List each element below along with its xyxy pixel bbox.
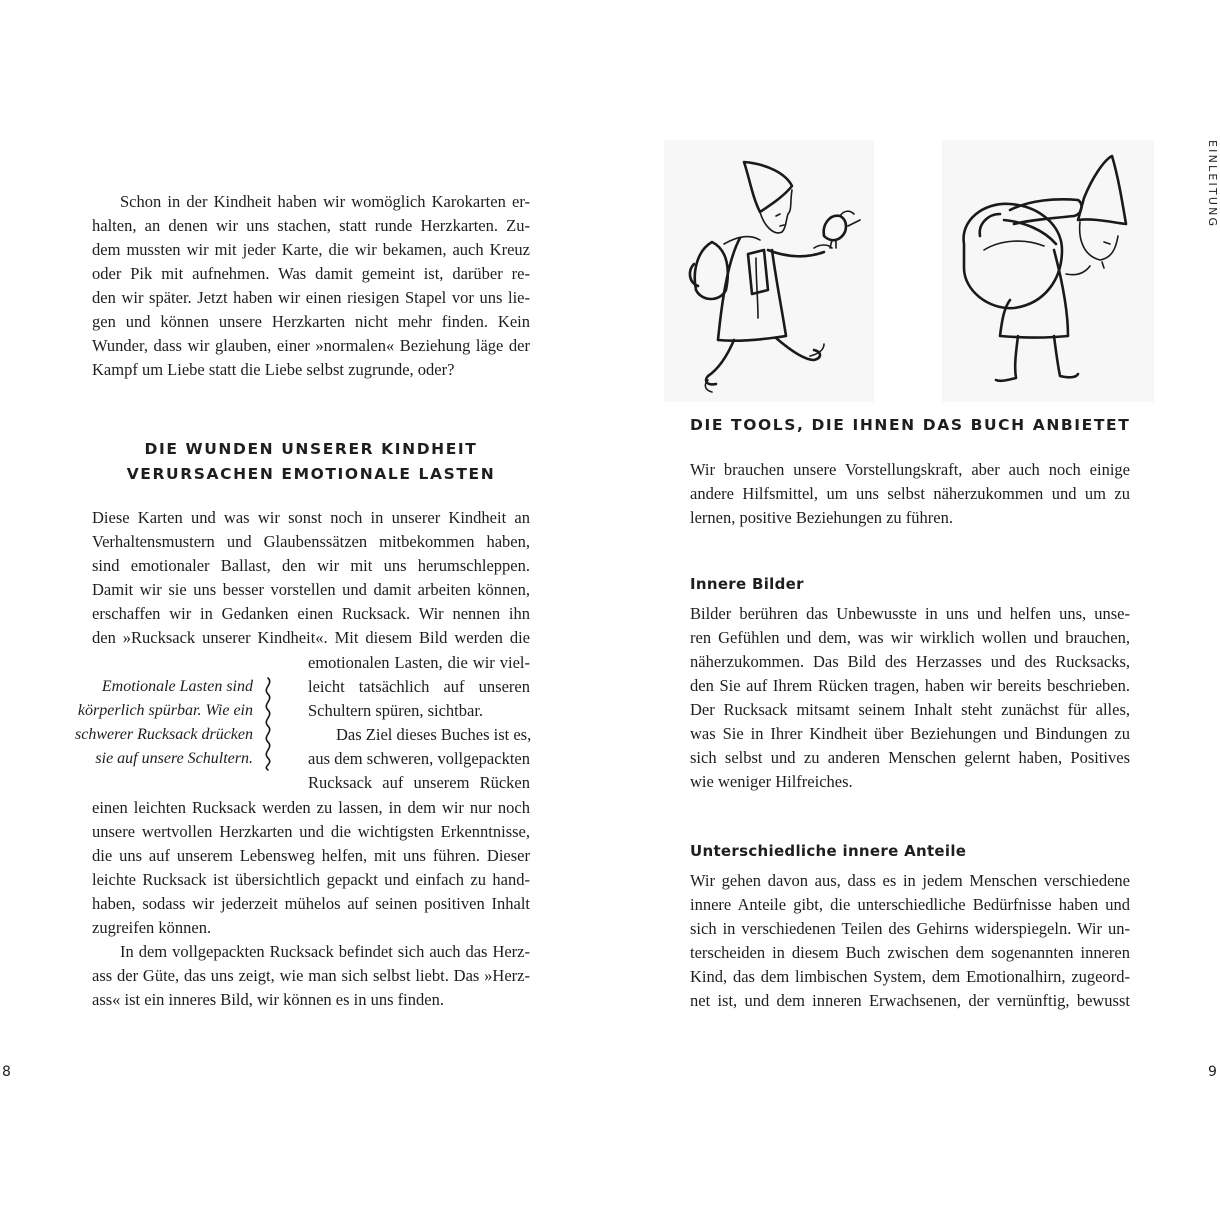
illustration-children-backpacks <box>664 140 1154 402</box>
pull-quote-wavy-rule <box>260 676 276 772</box>
text-line: emotionalen Lasten, die wir viel- <box>308 653 530 672</box>
text-line: andere Hilfsmittel, um uns selbst näherzukommen und um zu <box>690 484 1130 503</box>
text-line: Schultern spüren, sichtbar. <box>308 701 484 720</box>
right-intro-paragraph <box>690 458 1130 530</box>
text-line: Wir gehen davon aus, dass es in jedem Menschen verschiedene <box>690 871 1130 890</box>
text-line: Wunder, dass wir glauben, einer »normalen« Beziehung läge der <box>92 336 530 355</box>
text-line: den Sie auf Ihrem Rücken tragen, haben wir bereits beschrieben. <box>690 676 1130 695</box>
text-line: net ist, und dem inneren Erwachsenen, der vernünftig, bewusst <box>690 991 1130 1010</box>
text-line: Das Ziel dieses Buches ist es, <box>336 725 532 744</box>
text-line: näherzukommen. Das Bild des Herzasses und des Rucksacks, <box>690 652 1130 671</box>
left-final-paragraph <box>92 940 530 1012</box>
text-line: Kind, das dem limbischen System, dem Emotionalhirn, zugeord- <box>690 967 1130 986</box>
text-line: einen leichten Rucksack werden zu lassen, in dem wir nur noch <box>92 798 530 817</box>
text-line: oder Pik mit aufnehmen. Was damit gemeint ist, darüber re- <box>92 264 530 283</box>
text-line: unsere wertvollen Herzkarten und die wichtigsten Erkenntnisse, <box>92 822 530 841</box>
section-innere-bilder-text <box>690 602 1130 794</box>
text-line: dem mussten wir mit jeder Karte, die wir bekamen, auch Kreuz <box>92 240 530 259</box>
heading-line: DIE WUNDEN UNSERER KINDHEIT <box>144 440 478 458</box>
text-line: Der Rucksack mitsamt seinem Inhalt steht zunächst für alles, <box>690 700 1130 719</box>
text-line: was Sie in Ihrer Kindheit über Beziehungen und Bindungen zu <box>690 724 1130 743</box>
quote-line: Emotionale Lasten sind <box>101 678 253 695</box>
right-section-heading: DIE TOOLS, DIE IHNEN DAS BUCH ANBIETET <box>690 416 1131 434</box>
text-line: leicht tatsächlich auf unseren <box>308 677 530 696</box>
text-line: ass der Güte, das uns zeigt, wie man sich selbst liebt. Das »Herz- <box>92 966 530 985</box>
text-line: wie weniger Hilfreiches. <box>690 772 853 791</box>
text-line: aus dem schweren, vollgepackten <box>308 749 530 768</box>
text-line: lernen, positive Beziehungen zu führen. <box>690 508 953 527</box>
text-line: In dem vollgepackten Rucksack befindet sich auch das Herz- <box>120 942 530 961</box>
text-line: Schon in der Kindheit haben wir womöglich Karokarten er- <box>120 192 530 211</box>
page-number-right: 9 <box>1208 1064 1217 1080</box>
text-line: ren Gefühlen und dem, was wir wirklich wollen und brauchen, <box>690 628 1130 647</box>
text-line: die uns auf unserem Lebensweg helfen, mit uns führen. Dieser <box>92 846 530 865</box>
text-line: Damit wir sie uns besser vorstellen und damit arbeiten können, <box>92 580 530 599</box>
heading-line: VERURSACHEN EMOTIONALE LASTEN <box>126 465 496 483</box>
text-line: Wir brauchen unsere Vorstellungskraft, aber auch noch einige <box>690 460 1130 479</box>
section-innere-anteile-text <box>690 869 1130 1013</box>
text-line: sich in verschiedenen Teilen des Gehirns widerspiegeln. Wir un- <box>690 919 1130 938</box>
text-line: ass« ist ein inneres Bild, wir können es in uns finden. <box>92 990 444 1009</box>
left-narrow-column <box>308 651 530 795</box>
text-line: leichte Rucksack ist übersichtlich gepackt und einfach zu hand- <box>92 870 530 889</box>
left-section-heading <box>92 437 530 487</box>
text-line: Rucksack auf unserem Rücken <box>308 773 530 792</box>
text-line: innere Anteile gibt, die unterschiedliche Bedürfnisse haben und <box>690 895 1130 914</box>
text-line: sind emotionaler Ballast, den wir mit uns herumschleppen. <box>92 556 530 575</box>
running-head: EINLEITUNG <box>1206 140 1219 229</box>
quote-line: sie auf unsere Schultern. <box>95 750 253 767</box>
quote-line: schwerer Rucksack drücken <box>75 726 253 743</box>
text-line: sich selbst und zu anderen Menschen gelernt haben, Positives <box>690 748 1130 767</box>
subheading-innere-anteile: Unterschiedliche innere Anteile <box>690 842 967 860</box>
text-line: zugreifen können. <box>92 918 212 937</box>
page-number-left: 8 <box>2 1064 11 1080</box>
left-body-continued <box>92 796 530 940</box>
text-line: gen und können unsere Herzkarten nicht mehr finden. Kein <box>92 312 530 331</box>
text-line: den wir später. Jetzt haben wir einen riesigen Stapel vor uns lie- <box>92 288 530 307</box>
subheading-innere-bilder: Innere Bilder <box>690 575 804 593</box>
quote-line: körperlich spürbar. Wie ein <box>77 702 253 719</box>
text-line: Kampf um Liebe statt die Liebe selbst zugrunde, oder? <box>92 360 455 379</box>
text-line: terscheiden in diesem Buch zwischen dem sogenannten inneren <box>690 943 1130 962</box>
left-intro-paragraph <box>92 190 530 382</box>
text-line: erschaffen wir in Gedanken einen Rucksack. Wir nennen ihn <box>92 604 530 623</box>
text-line: Diese Karten und was wir sonst noch in unserer Kindheit an <box>92 508 530 527</box>
left-body-paragraph <box>92 506 530 650</box>
text-line: den »Rucksack unserer Kindheit«. Mit diesem Bild werden die <box>92 628 530 647</box>
text-line: haben, sodass wir jederzeit mühelos auf seinen positiven Inhalt <box>92 894 530 913</box>
text-line: Verhaltensmustern und Glaubenssätzen mitbekommen haben, <box>92 532 530 551</box>
text-line: Bilder berühren das Unbewusste in uns und helfen uns, unse- <box>690 604 1130 623</box>
text-line: halten, an denen wir uns stachen, statt runde Herzkarten. Zu- <box>92 216 530 235</box>
pull-quote <box>60 675 253 771</box>
